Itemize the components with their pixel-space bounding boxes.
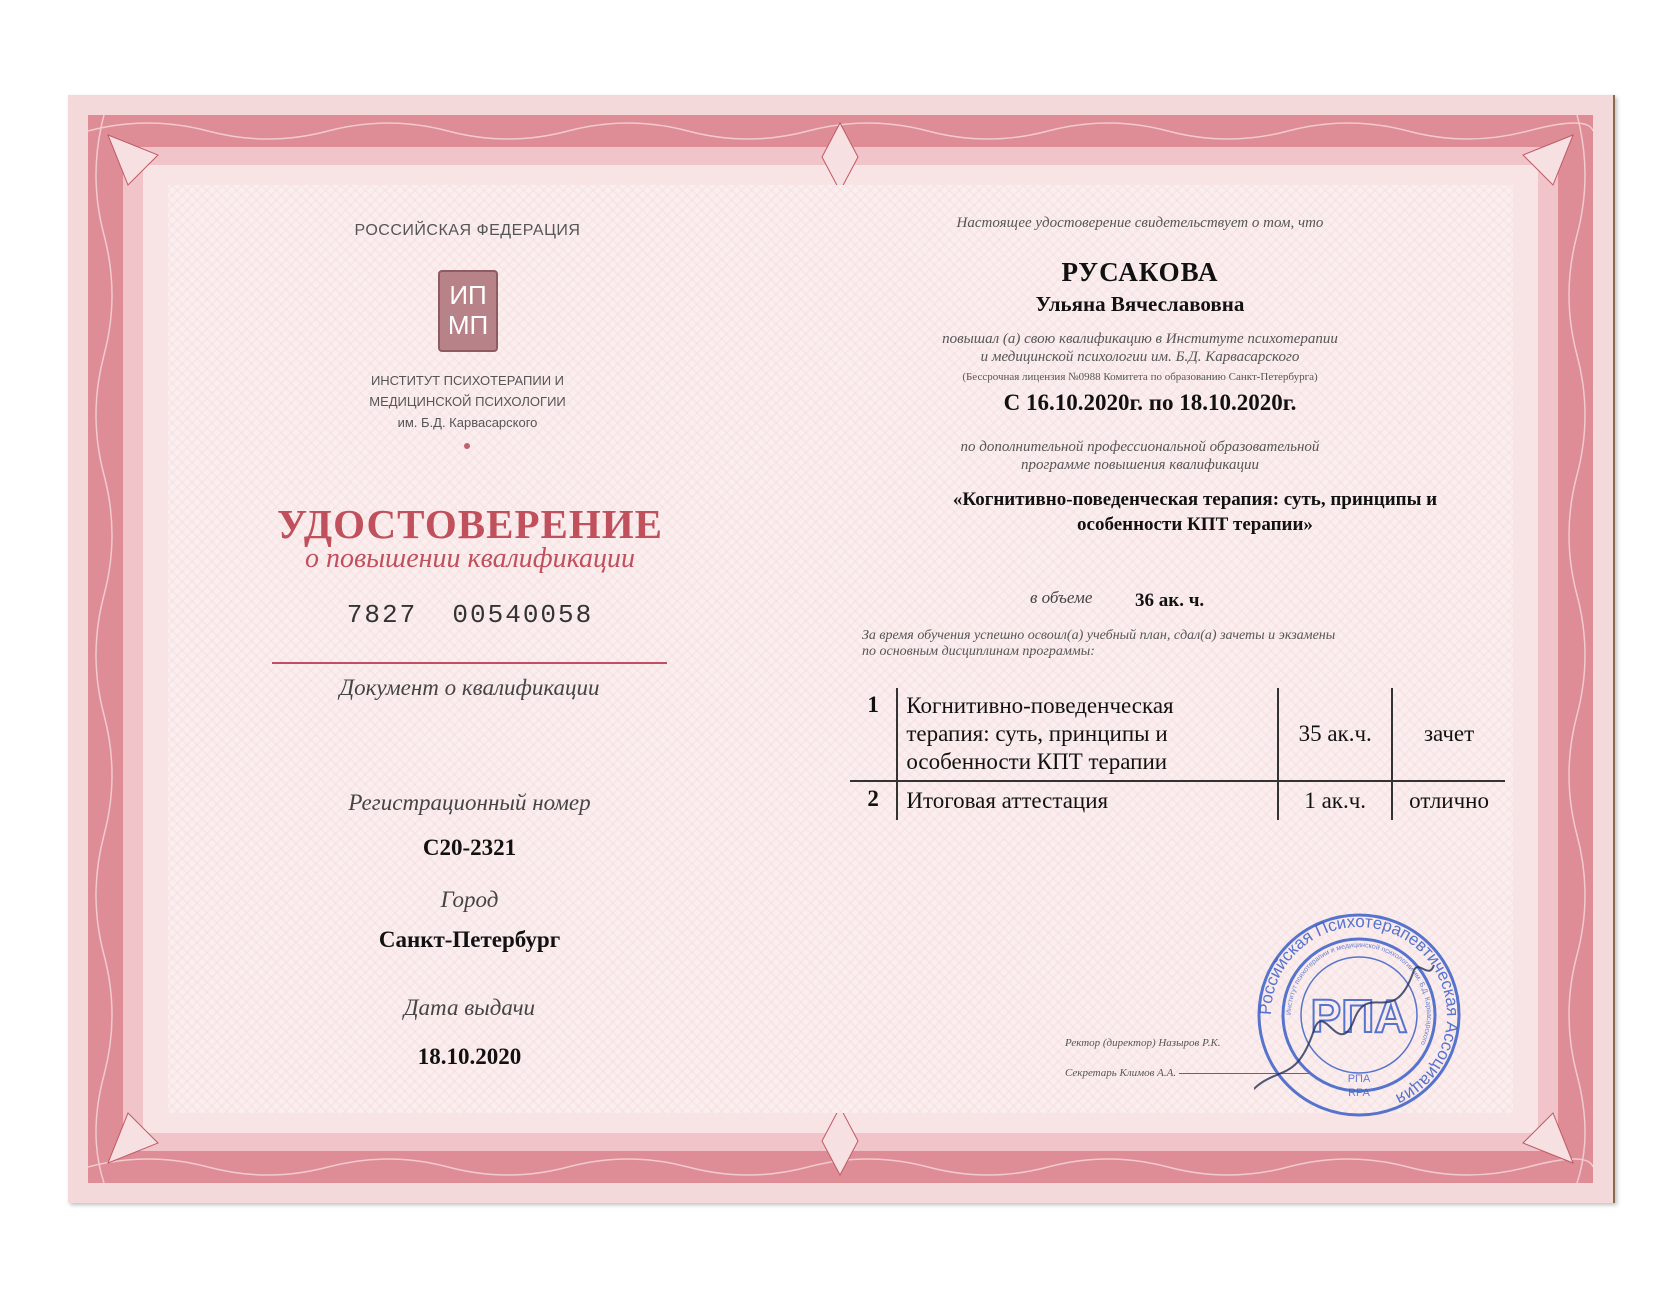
institute-name <box>330 370 605 433</box>
logo-line-2: МП <box>447 310 489 340</box>
serial-number <box>290 600 650 630</box>
city-value: Санкт-Петербург <box>378 927 561 952</box>
discipline-number: 1 <box>850 688 897 781</box>
secretary-label: Секретарь Климов А.А. <box>1065 1067 1177 1079</box>
institute-line-2: МЕДИЦИНСКОЙ ПСИХОЛОГИИ <box>369 394 566 409</box>
institute-line-3: им. Б.Д. Карвасарского <box>397 415 538 430</box>
discipline-name <box>897 688 1278 781</box>
country-label: РОССИЙСКАЯ ФЕДЕРАЦИЯ <box>354 222 581 239</box>
stamp-bottom-1: РПА <box>1347 1073 1371 1085</box>
discipline-name-line: особенности КПТ терапии <box>906 749 1168 774</box>
serial-series: 7827 <box>346 600 418 630</box>
logo-line-1: ИП <box>449 280 487 310</box>
program-title <box>905 487 1485 537</box>
volume-label: в объеме <box>1030 588 1093 607</box>
document-kind: Документ о квалификации <box>339 675 600 700</box>
rector-signature-line: Ректор (директор) Назыров Р.К. <box>1065 1037 1221 1049</box>
holder-surname: РУСАКОВА <box>1061 257 1219 287</box>
registration-label: Регистрационный номер <box>348 790 591 815</box>
plan-line-1: За время обучения успешно освоил(а) учебный план, сдал(а) зачеты и экзамены <box>862 628 1336 643</box>
plan-line-2: по основным дисциплинам программы: <box>862 644 1095 659</box>
plan-text <box>862 628 1462 660</box>
official-stamp <box>1254 910 1464 1120</box>
program-intro-line-1: по дополнительной профессиональной образовательной <box>960 439 1320 455</box>
qualification-text <box>880 330 1400 366</box>
divider-dot <box>464 443 470 449</box>
certificate-title: УДОСТОВЕРЕНИЕ <box>276 501 664 547</box>
volume-value: 36 ак. ч. <box>1135 590 1205 611</box>
issue-date-label: Дата выдачи <box>403 995 536 1020</box>
qualification-line-1: повышал (а) свою квалификацию в Институте психотерапии <box>942 331 1338 347</box>
discipline-grade: отлично <box>1392 781 1505 820</box>
discipline-grade: зачет <box>1392 688 1505 781</box>
disciplines-table <box>850 688 1505 820</box>
intro-text: Настоящее удостоверение свидетельствует о том, что <box>956 215 1324 231</box>
program-intro <box>880 438 1400 474</box>
table-row <box>850 688 1505 781</box>
institute-line-1: ИНСТИТУТ ПСИХОТЕРАПИИ И <box>370 373 565 388</box>
serial-underline <box>272 662 667 664</box>
discipline-name-line: терапия: суть, принципы и <box>906 721 1168 746</box>
discipline-hours: 1 ак.ч. <box>1278 781 1392 820</box>
program-title-line-2: особенности КПТ терапии» <box>1077 514 1313 535</box>
issue-date-value: 18.10.2020 <box>417 1044 522 1069</box>
discipline-hours: 35 ак.ч. <box>1278 688 1392 781</box>
license-text: (Бессрочная лицензия №0988 Комитета по образованию Санкт-Петербурга) <box>962 371 1318 383</box>
serial-digits: 00540058 <box>452 600 594 630</box>
discipline-name: Итоговая аттестация <box>897 781 1278 820</box>
certificate-subtitle: о повышении квалификации <box>304 543 636 574</box>
stamp-inner-text: Институт психотерапии и медицинской психологии им. Б.Д. Карвасарского <box>1285 941 1433 1047</box>
program-intro-line-2: программе повышения квалификации <box>1021 457 1259 473</box>
city-label: Город <box>440 887 499 912</box>
training-dates: С 16.10.2020г. по 18.10.2020г. <box>1003 390 1297 415</box>
stamp-ring-text: Российская Психотерапевтическая Ассоциация <box>1255 911 1463 1109</box>
stamp-bottom-2: RPA <box>1348 1087 1370 1099</box>
institute-logo <box>438 270 498 352</box>
table-row <box>850 781 1505 820</box>
discipline-name-line: Когнитивно-поведенческая <box>906 693 1174 718</box>
stamp-mark: РПА <box>1310 990 1408 1042</box>
qualification-line-2: и медицинской психологии им. Б.Д. Карвасарского <box>980 349 1300 365</box>
holder-given-names: Ульяна Вячеславовна <box>1035 292 1245 316</box>
discipline-number: 2 <box>867 786 879 811</box>
registration-value: С20-2321 <box>422 835 517 860</box>
program-title-line-1: «Когнитивно-поведенческая терапия: суть, принципы и <box>952 489 1438 510</box>
